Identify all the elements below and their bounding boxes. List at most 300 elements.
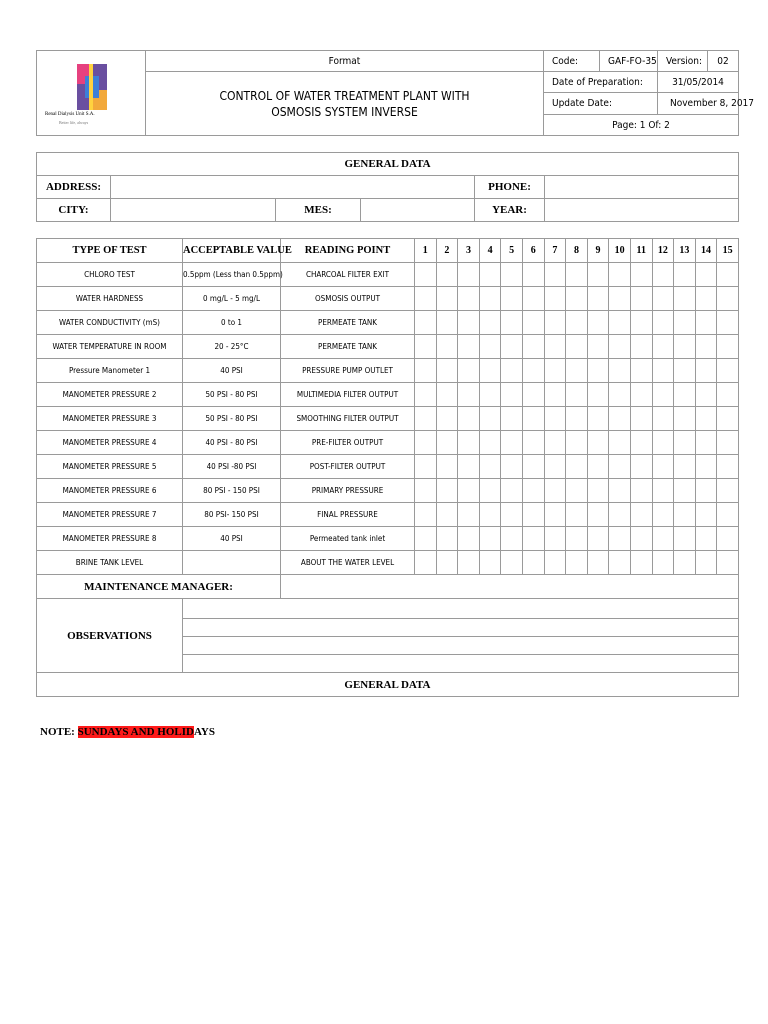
reading-input-day-5[interactable] <box>501 479 523 503</box>
company-logo <box>41 58 141 128</box>
reading-point: PRESSURE PUMP OUTLET <box>281 359 415 383</box>
reading-input-day-3[interactable] <box>458 287 480 311</box>
preparation-date-label: Date of Preparation: <box>544 72 658 93</box>
reading-input-day-6[interactable] <box>522 311 544 335</box>
reading-input-day-1[interactable] <box>415 335 437 359</box>
mes-field[interactable] <box>361 199 475 222</box>
reading-input-day-11[interactable] <box>630 335 652 359</box>
reading-input-day-9[interactable] <box>587 431 609 455</box>
reading-input-day-4[interactable] <box>479 503 501 527</box>
reading-input-day-8[interactable] <box>566 287 588 311</box>
test-name: MANOMETER PRESSURE 4 <box>37 431 183 455</box>
reading-input-day-3[interactable] <box>458 311 480 335</box>
table-row <box>37 311 739 335</box>
reading-input-day-12[interactable] <box>652 503 674 527</box>
reading-input-day-15[interactable] <box>717 527 739 551</box>
reading-input-day-10[interactable] <box>609 479 631 503</box>
reading-input-day-5[interactable] <box>501 455 523 479</box>
company-logo-cell <box>37 51 146 136</box>
reading-input-day-2[interactable] <box>436 311 458 335</box>
reading-input-day-6[interactable] <box>522 287 544 311</box>
reading-input-day-9[interactable] <box>587 263 609 287</box>
reading-input-day-11[interactable] <box>630 551 652 575</box>
test-table <box>36 238 739 697</box>
document-title: CONTROL OF WATER TREATMENT PLANT WITH OSMOSIS SYSTEM INVERSE <box>146 72 544 136</box>
reading-input-day-14[interactable] <box>695 383 717 407</box>
reading-input-day-2[interactable] <box>436 431 458 455</box>
reading-point: PRIMARY PRESSURE <box>281 479 415 503</box>
reading-input-day-8[interactable] <box>566 503 588 527</box>
reading-input-day-4[interactable] <box>479 551 501 575</box>
reading-input-day-13[interactable] <box>674 359 696 383</box>
footer-row <box>37 673 739 697</box>
test-name: MANOMETER PRESSURE 8 <box>37 527 183 551</box>
reading-input-day-7[interactable] <box>544 431 566 455</box>
reading-input-day-3[interactable] <box>458 527 480 551</box>
header-day-1: 1 <box>415 239 437 263</box>
table-row <box>37 479 739 503</box>
reading-input-day-13[interactable] <box>674 263 696 287</box>
reading-input-day-4[interactable] <box>479 335 501 359</box>
reading-input-day-3[interactable] <box>458 359 480 383</box>
reading-input-day-8[interactable] <box>566 263 588 287</box>
reading-point: ABOUT THE WATER LEVEL <box>281 551 415 575</box>
header-reading-point: READING POINT <box>281 239 415 263</box>
reading-input-day-14[interactable] <box>695 287 717 311</box>
acceptable-value: 40 PSI <box>183 359 281 383</box>
reading-input-day-12[interactable] <box>652 431 674 455</box>
reading-input-day-15[interactable] <box>717 479 739 503</box>
reading-input-day-1[interactable] <box>415 479 437 503</box>
reading-input-day-14[interactable] <box>695 263 717 287</box>
header-day-3: 3 <box>458 239 480 263</box>
reading-input-day-2[interactable] <box>436 479 458 503</box>
reading-input-day-5[interactable] <box>501 359 523 383</box>
header-day-5: 5 <box>501 239 523 263</box>
test-name: MANOMETER PRESSURE 3 <box>37 407 183 431</box>
reading-input-day-6[interactable] <box>522 431 544 455</box>
reading-input-day-8[interactable] <box>566 383 588 407</box>
table-header-row <box>37 239 739 263</box>
reading-input-day-7[interactable] <box>544 359 566 383</box>
reading-input-day-11[interactable] <box>630 431 652 455</box>
code-label: Code: <box>544 51 600 72</box>
reading-input-day-8[interactable] <box>566 527 588 551</box>
reading-point: PRE-FILTER OUTPUT <box>281 431 415 455</box>
reading-input-day-2[interactable] <box>436 455 458 479</box>
reading-input-day-11[interactable] <box>630 311 652 335</box>
reading-input-day-1[interactable] <box>415 407 437 431</box>
reading-input-day-14[interactable] <box>695 455 717 479</box>
reading-input-day-11[interactable] <box>630 359 652 383</box>
reading-input-day-3[interactable] <box>458 335 480 359</box>
reading-input-day-5[interactable] <box>501 551 523 575</box>
reading-input-day-3[interactable] <box>458 479 480 503</box>
reading-input-day-7[interactable] <box>544 407 566 431</box>
reading-input-day-14[interactable] <box>695 311 717 335</box>
acceptable-value: 80 PSI - 150 PSI <box>183 479 281 503</box>
acceptable-value: 50 PSI - 80 PSI <box>183 407 281 431</box>
table-row <box>37 527 739 551</box>
reading-input-day-9[interactable] <box>587 479 609 503</box>
header-day-4: 4 <box>479 239 501 263</box>
test-name: MANOMETER PRESSURE 2 <box>37 383 183 407</box>
table-row <box>37 287 739 311</box>
reading-input-day-13[interactable] <box>674 551 696 575</box>
reading-input-day-13[interactable] <box>674 335 696 359</box>
acceptable-value: 40 PSI -80 PSI <box>183 455 281 479</box>
acceptable-value <box>183 551 281 575</box>
reading-input-day-10[interactable] <box>609 551 631 575</box>
reading-input-day-14[interactable] <box>695 431 717 455</box>
reading-input-day-6[interactable] <box>522 359 544 383</box>
reading-input-day-3[interactable] <box>458 503 480 527</box>
company-tagline: Better life, always <box>59 120 89 125</box>
reading-input-day-10[interactable] <box>609 383 631 407</box>
reading-input-day-7[interactable] <box>544 311 566 335</box>
reading-input-day-5[interactable] <box>501 383 523 407</box>
reading-input-day-10[interactable] <box>609 431 631 455</box>
company-name: Renal Dialysis Unit S.A. <box>45 112 95 117</box>
note <box>40 726 215 738</box>
reading-input-day-3[interactable] <box>458 455 480 479</box>
reading-input-day-7[interactable] <box>544 263 566 287</box>
reading-input-day-14[interactable] <box>695 503 717 527</box>
reading-input-day-10[interactable] <box>609 455 631 479</box>
reading-input-day-10[interactable] <box>609 287 631 311</box>
reading-input-day-13[interactable] <box>674 383 696 407</box>
reading-point: MULTIMEDIA FILTER OUTPUT <box>281 383 415 407</box>
general-data-footer: GENERAL DATA <box>37 673 739 697</box>
reading-input-day-1[interactable] <box>415 431 437 455</box>
reading-input-day-12[interactable] <box>652 407 674 431</box>
reading-input-day-8[interactable] <box>566 359 588 383</box>
reading-input-day-10[interactable] <box>609 527 631 551</box>
update-date-value: November 8, 2017 <box>658 93 739 115</box>
reading-input-day-11[interactable] <box>630 455 652 479</box>
reading-input-day-14[interactable] <box>695 335 717 359</box>
reading-input-day-9[interactable] <box>587 383 609 407</box>
reading-point: POST-FILTER OUTPUT <box>281 455 415 479</box>
reading-input-day-1[interactable] <box>415 263 437 287</box>
general-data-section <box>36 152 739 222</box>
reading-input-day-10[interactable] <box>609 335 631 359</box>
header-day-7: 7 <box>544 239 566 263</box>
table-row <box>37 263 739 287</box>
reading-point: Permeated tank inlet <box>281 527 415 551</box>
reading-input-day-6[interactable] <box>522 527 544 551</box>
reading-input-day-8[interactable] <box>566 479 588 503</box>
reading-input-day-13[interactable] <box>674 527 696 551</box>
reading-input-day-3[interactable] <box>458 383 480 407</box>
header-day-11: 11 <box>630 239 652 263</box>
reading-point: PERMEATE TANK <box>281 311 415 335</box>
reading-input-day-15[interactable] <box>717 407 739 431</box>
reading-input-day-14[interactable] <box>695 359 717 383</box>
reading-input-day-1[interactable] <box>415 503 437 527</box>
reading-input-day-8[interactable] <box>566 455 588 479</box>
reading-input-day-11[interactable] <box>630 407 652 431</box>
reading-input-day-15[interactable] <box>717 383 739 407</box>
document-header <box>36 50 754 136</box>
reading-input-day-12[interactable] <box>652 479 674 503</box>
reading-input-day-6[interactable] <box>522 407 544 431</box>
phone-field[interactable] <box>545 176 739 199</box>
reading-input-day-8[interactable] <box>566 551 588 575</box>
header-day-13: 13 <box>674 239 696 263</box>
update-date-label: Update Date: <box>544 93 658 115</box>
reading-input-day-11[interactable] <box>630 503 652 527</box>
reading-input-day-13[interactable] <box>674 311 696 335</box>
reading-input-day-13[interactable] <box>674 479 696 503</box>
header-day-9: 9 <box>587 239 609 263</box>
reading-input-day-15[interactable] <box>717 359 739 383</box>
reading-input-day-7[interactable] <box>544 455 566 479</box>
reading-input-day-9[interactable] <box>587 359 609 383</box>
reading-point: CHARCOAL FILTER EXIT <box>281 263 415 287</box>
table-row <box>37 383 739 407</box>
reading-input-day-10[interactable] <box>609 263 631 287</box>
reading-input-day-7[interactable] <box>544 287 566 311</box>
observations-line[interactable] <box>183 599 739 619</box>
reading-input-day-14[interactable] <box>695 551 717 575</box>
reading-input-day-10[interactable] <box>609 503 631 527</box>
reading-input-day-2[interactable] <box>436 383 458 407</box>
reading-input-day-2[interactable] <box>436 335 458 359</box>
reading-input-day-9[interactable] <box>587 527 609 551</box>
reading-input-day-1[interactable] <box>415 311 437 335</box>
observations-line[interactable] <box>183 655 739 673</box>
reading-input-day-15[interactable] <box>717 455 739 479</box>
reading-input-day-12[interactable] <box>652 311 674 335</box>
note-prefix: NOTE: <box>40 726 78 738</box>
maintenance-manager-label: MAINTENANCE MANAGER: <box>37 575 281 599</box>
reading-input-day-2[interactable] <box>436 503 458 527</box>
acceptable-value: 0 to 1 <box>183 311 281 335</box>
header-day-8: 8 <box>566 239 588 263</box>
reading-input-day-5[interactable] <box>501 311 523 335</box>
reading-input-day-15[interactable] <box>717 263 739 287</box>
reading-input-day-6[interactable] <box>522 335 544 359</box>
reading-input-day-2[interactable] <box>436 359 458 383</box>
reading-input-day-13[interactable] <box>674 287 696 311</box>
general-data-title: GENERAL DATA <box>37 153 739 176</box>
code-value: GAF-FO-35 <box>600 51 658 72</box>
reading-input-day-1[interactable] <box>415 551 437 575</box>
year-field[interactable] <box>545 199 739 222</box>
reading-input-day-8[interactable] <box>566 335 588 359</box>
reading-input-day-12[interactable] <box>652 359 674 383</box>
reading-input-day-6[interactable] <box>522 551 544 575</box>
header-day-6: 6 <box>522 239 544 263</box>
reading-input-day-2[interactable] <box>436 527 458 551</box>
phone-label: PHONE: <box>475 176 545 199</box>
city-field[interactable] <box>111 199 276 222</box>
reading-input-day-15[interactable] <box>717 287 739 311</box>
reading-input-day-12[interactable] <box>652 335 674 359</box>
address-label: ADDRESS: <box>37 176 111 199</box>
acceptable-value: 40 PSI - 80 PSI <box>183 431 281 455</box>
reading-input-day-9[interactable] <box>587 455 609 479</box>
reading-input-day-12[interactable] <box>652 383 674 407</box>
reading-input-day-3[interactable] <box>458 431 480 455</box>
address-field[interactable] <box>111 176 475 199</box>
reading-input-day-6[interactable] <box>522 479 544 503</box>
observations-label: OBSERVATIONS <box>37 599 183 673</box>
reading-input-day-12[interactable] <box>652 527 674 551</box>
acceptable-value: 0.5ppm (Less than 0.5ppm) <box>183 263 281 287</box>
reading-input-day-11[interactable] <box>630 287 652 311</box>
acceptable-value: 20 - 25°C <box>183 335 281 359</box>
test-name: CHLORO TEST <box>37 263 183 287</box>
reading-input-day-2[interactable] <box>436 407 458 431</box>
test-name: Pressure Manometer 1 <box>37 359 183 383</box>
reading-input-day-2[interactable] <box>436 287 458 311</box>
reading-input-day-7[interactable] <box>544 479 566 503</box>
reading-input-day-11[interactable] <box>630 479 652 503</box>
reading-input-day-9[interactable] <box>587 311 609 335</box>
reading-input-day-4[interactable] <box>479 359 501 383</box>
reading-input-day-7[interactable] <box>544 335 566 359</box>
reading-input-day-5[interactable] <box>501 263 523 287</box>
reading-input-day-4[interactable] <box>479 431 501 455</box>
reading-input-day-13[interactable] <box>674 503 696 527</box>
reading-input-day-7[interactable] <box>544 383 566 407</box>
reading-input-day-1[interactable] <box>415 455 437 479</box>
reading-input-day-8[interactable] <box>566 311 588 335</box>
reading-input-day-1[interactable] <box>415 359 437 383</box>
reading-input-day-2[interactable] <box>436 263 458 287</box>
reading-input-day-9[interactable] <box>587 287 609 311</box>
reading-point: PERMEATE TANK <box>281 335 415 359</box>
preparation-date-value: 31/05/2014 <box>658 72 739 93</box>
reading-input-day-4[interactable] <box>479 455 501 479</box>
test-name: MANOMETER PRESSURE 6 <box>37 479 183 503</box>
reading-input-day-1[interactable] <box>415 383 437 407</box>
reading-input-day-1[interactable] <box>415 527 437 551</box>
observations-line[interactable] <box>183 637 739 655</box>
reading-point: FINAL PRESSURE <box>281 503 415 527</box>
note-suffix: AYS <box>193 726 215 738</box>
reading-input-day-10[interactable] <box>609 359 631 383</box>
reading-input-day-7[interactable] <box>544 527 566 551</box>
acceptable-value: 0 mg/L - 5 mg/L <box>183 287 281 311</box>
reading-input-day-4[interactable] <box>479 407 501 431</box>
reading-input-day-15[interactable] <box>717 335 739 359</box>
reading-input-day-9[interactable] <box>587 503 609 527</box>
acceptable-value: 40 PSI <box>183 527 281 551</box>
header-day-15: 15 <box>717 239 739 263</box>
acceptable-value: 50 PSI - 80 PSI <box>183 383 281 407</box>
year-label: YEAR: <box>475 199 545 222</box>
test-name: WATER CONDUCTIVITY (mS) <box>37 311 183 335</box>
reading-input-day-6[interactable] <box>522 383 544 407</box>
reading-input-day-14[interactable] <box>695 407 717 431</box>
reading-input-day-4[interactable] <box>479 527 501 551</box>
reading-input-day-12[interactable] <box>652 287 674 311</box>
reading-input-day-13[interactable] <box>674 455 696 479</box>
reading-input-day-9[interactable] <box>587 407 609 431</box>
reading-input-day-3[interactable] <box>458 551 480 575</box>
reading-input-day-2[interactable] <box>436 551 458 575</box>
reading-input-day-13[interactable] <box>674 431 696 455</box>
maintenance-manager-field[interactable] <box>281 575 739 599</box>
mes-label: MES: <box>276 199 361 222</box>
city-label: CITY: <box>37 199 111 222</box>
reading-input-day-9[interactable] <box>587 551 609 575</box>
reading-input-day-11[interactable] <box>630 527 652 551</box>
reading-input-day-4[interactable] <box>479 311 501 335</box>
reading-input-day-12[interactable] <box>652 263 674 287</box>
reading-input-day-12[interactable] <box>652 551 674 575</box>
reading-input-day-5[interactable] <box>501 335 523 359</box>
reading-input-day-9[interactable] <box>587 335 609 359</box>
note-highlight: SUNDAYS AND HOLID <box>77 726 194 738</box>
reading-input-day-8[interactable] <box>566 407 588 431</box>
test-name: MANOMETER PRESSURE 7 <box>37 503 183 527</box>
test-name: BRINE TANK LEVEL <box>37 551 183 575</box>
reading-input-day-5[interactable] <box>501 407 523 431</box>
header-type-of-test: TYPE OF TEST <box>37 239 183 263</box>
reading-input-day-6[interactable] <box>522 455 544 479</box>
reading-input-day-15[interactable] <box>717 551 739 575</box>
reading-input-day-14[interactable] <box>695 527 717 551</box>
reading-input-day-6[interactable] <box>522 503 544 527</box>
reading-input-day-14[interactable] <box>695 479 717 503</box>
table-row <box>37 455 739 479</box>
page-indicator: Page: 1 Of: 2 <box>544 115 739 136</box>
reading-input-day-5[interactable] <box>501 287 523 311</box>
reading-input-day-3[interactable] <box>458 263 480 287</box>
table-row <box>37 359 739 383</box>
reading-input-day-11[interactable] <box>630 383 652 407</box>
reading-input-day-1[interactable] <box>415 287 437 311</box>
reading-input-day-4[interactable] <box>479 383 501 407</box>
maintenance-row <box>37 575 739 599</box>
reading-input-day-5[interactable] <box>501 503 523 527</box>
reading-input-day-5[interactable] <box>501 527 523 551</box>
reading-input-day-12[interactable] <box>652 455 674 479</box>
reading-input-day-10[interactable] <box>609 311 631 335</box>
table-row <box>37 503 739 527</box>
table-row <box>37 407 739 431</box>
reading-input-day-11[interactable] <box>630 263 652 287</box>
table-row <box>37 551 739 575</box>
reading-input-day-3[interactable] <box>458 407 480 431</box>
reading-input-day-15[interactable] <box>717 311 739 335</box>
reading-input-day-4[interactable] <box>479 479 501 503</box>
reading-input-day-10[interactable] <box>609 407 631 431</box>
version-value: 02 <box>708 51 739 72</box>
reading-input-day-15[interactable] <box>717 503 739 527</box>
header-day-12: 12 <box>652 239 674 263</box>
header-day-10: 10 <box>609 239 631 263</box>
version-label: Version: <box>658 51 708 72</box>
reading-input-day-5[interactable] <box>501 431 523 455</box>
reading-input-day-6[interactable] <box>522 263 544 287</box>
reading-input-day-4[interactable] <box>479 287 501 311</box>
reading-input-day-8[interactable] <box>566 431 588 455</box>
reading-input-day-4[interactable] <box>479 263 501 287</box>
reading-input-day-7[interactable] <box>544 551 566 575</box>
acceptable-value: 80 PSI- 150 PSI <box>183 503 281 527</box>
observations-line[interactable] <box>183 619 739 637</box>
reading-input-day-15[interactable] <box>717 431 739 455</box>
reading-input-day-7[interactable] <box>544 503 566 527</box>
format-label: Format <box>146 51 544 72</box>
reading-input-day-13[interactable] <box>674 407 696 431</box>
header-day-2: 2 <box>436 239 458 263</box>
